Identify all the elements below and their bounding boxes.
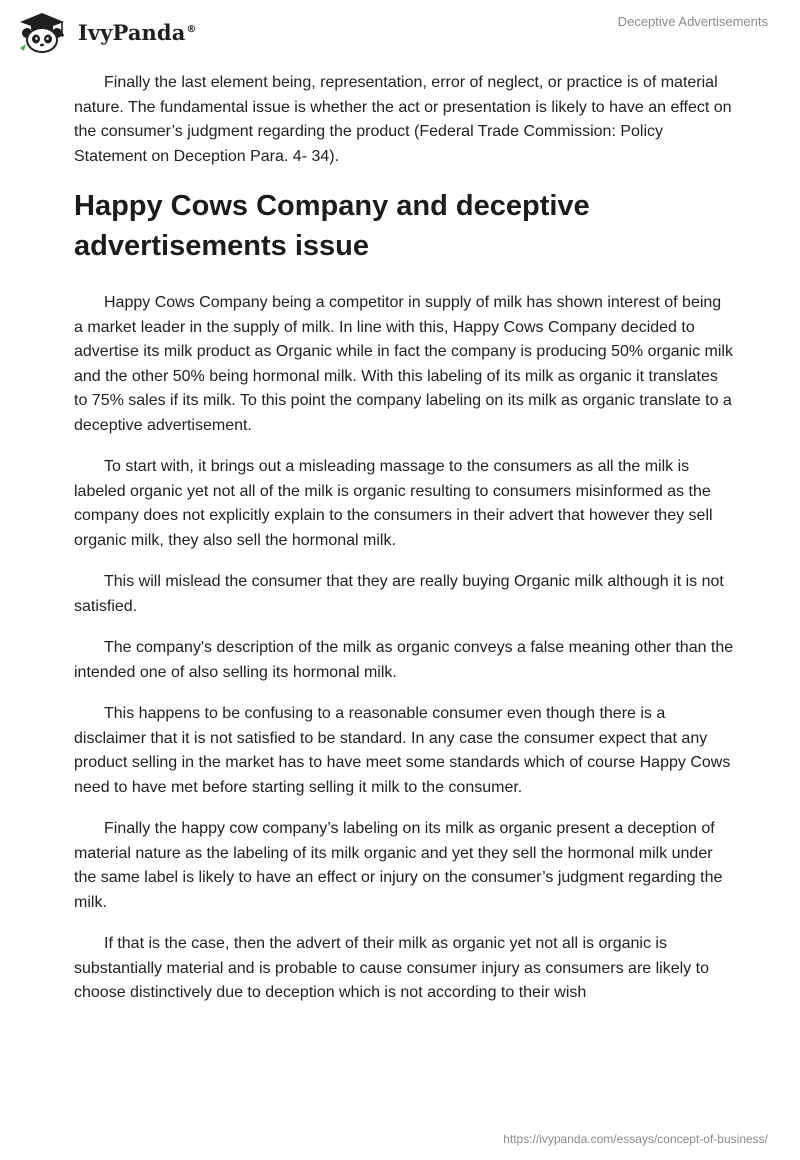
panda-graduate-icon	[14, 10, 72, 54]
paragraph: To start with, it brings out a misleading massage to the consumers as all the milk is labeled organic yet not all of the milk is organic resulting to consumers misinformed as the company does not explicitly explain to the consumers in their advert that however they sell organic milk, they also sell the hormonal milk.	[74, 458, 713, 549]
essay-body	[74, 71, 734, 1023]
paragraph: This happens to be confusing to a reasonable consumer even though there is a disclaimer that it is not satisfied to be standard. In any case the consumer expect that any product selling in the market has to have meet some standards which of course Happy Cows need to have met before starting selling it milk to the consumer.	[74, 705, 731, 796]
page-header	[0, 0, 800, 64]
document-title: Deceptive Advertisements	[617, 14, 768, 29]
paragraph-intro: Finally the last element being, representation, error of neglect, or practice is of material nature. The fundamental issue is whether the act or presentation is likely to have an effect on the consumer’s judgment regarding the product (Federal Trade Commission: Policy Statement on Deception Para. 4- 34).	[74, 74, 732, 165]
logo-text: IvyPanda®	[78, 19, 197, 45]
paragraph: The company's description of the milk as organic conveys a false meaning other than the intended one of also selling its hormonal milk.	[74, 639, 734, 681]
registered-mark: ®	[186, 23, 197, 35]
source-url[interactable]: https://ivypanda.com/essays/concept-of-business/	[503, 1132, 768, 1146]
paragraph: Finally the happy cow company’s labeling on its milk as organic present a deception of material nature as the labeling of its milk organic and yet they sell the hormonal milk under the same label is likely to have an effect or injury on the consumer’s judgment regarding the milk.	[74, 820, 723, 911]
paragraph: This will mislead the consumer that they are really buying Organic milk although it is not satisfied.	[74, 573, 724, 615]
paragraph: Happy Cows Company being a competitor in supply of milk has shown interest of being a market leader in the supply of milk. In line with this, Happy Cows Company decided to advertise its milk product as Organic while in fact the company is producing 50% organic milk and the other 50% being hormonal milk. With this labeling of its milk as organic it translates to 75% sales if its milk. To this point the company labeling on its milk as organic translate to a deceptive advertisement.	[74, 294, 733, 434]
paragraph: If that is the case, then the advert of their milk as organic yet not all is organic is substantially material and is probable to cause consumer injury as consumers are likely to choose distinctively due to deception which is not according to their wish	[74, 935, 709, 1001]
ivypanda-logo[interactable]	[14, 10, 197, 54]
section-heading: Happy Cows Company and deceptive advertisements issue	[74, 190, 590, 262]
